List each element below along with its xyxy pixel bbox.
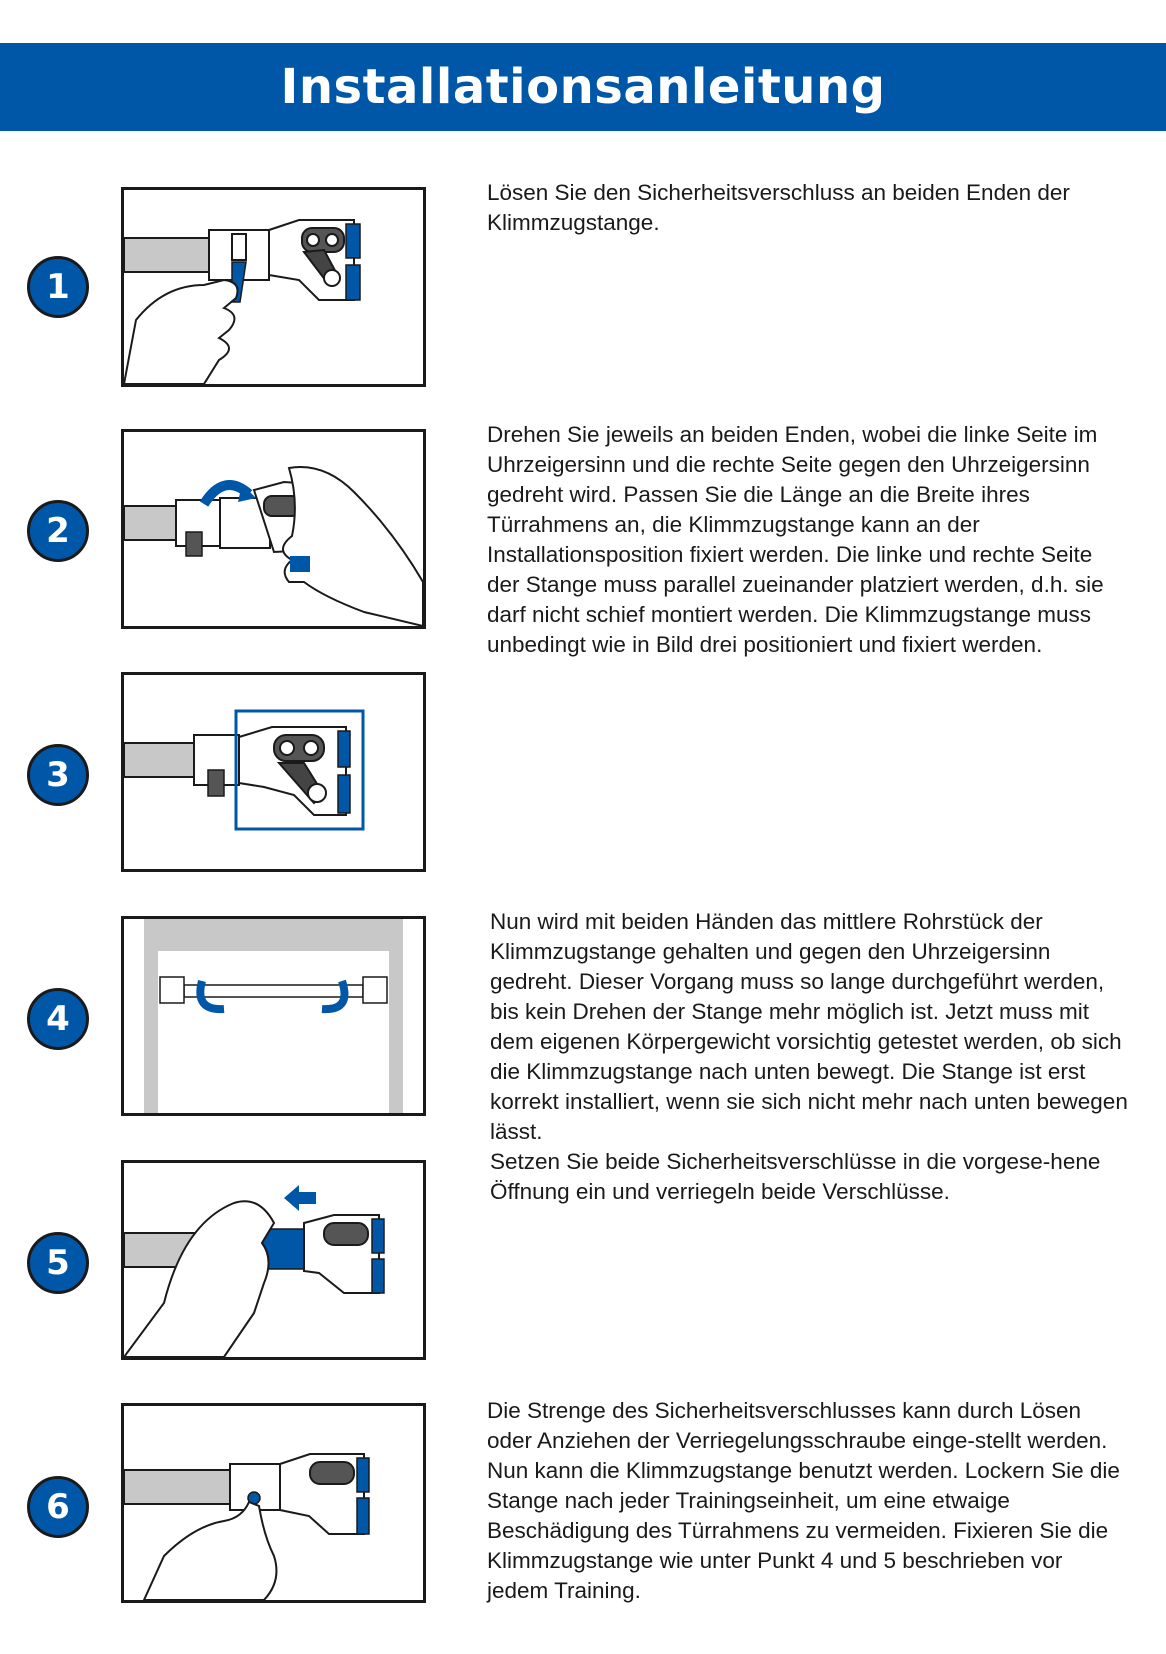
pull-up-bar-illustration bbox=[124, 190, 423, 384]
step-2-illustration bbox=[121, 429, 426, 629]
step-number-2: 2 bbox=[27, 500, 89, 562]
step-number-5: 5 bbox=[27, 1232, 89, 1294]
pull-up-bar-illustration bbox=[124, 675, 423, 869]
step-number-6: 6 bbox=[27, 1476, 89, 1538]
step-2-paragraph: Drehen Sie jeweils an beiden Enden, wobei die linke Seite im Uhrzeigersinn und die rechte Seite gegen den Uhrzeigersinn gedreht wird. Passen Sie die Länge an die Breite ihres Türrahmens an, die Klimmzugstange kann an der Installationsposition fixiert werden. Die linke und rechte Seite der Stange muss parallel zueinander platziert werden, d.h. sie darf nicht schief montiert werden. Die Klimmzugstange muss unbedingt wie in Bild drei positioniert und fixiert werden. bbox=[487, 422, 1104, 657]
door-frame-illustration bbox=[124, 919, 423, 1113]
step-6-paragraph: Die Strenge des Sicherheitsverschlusses kann durch Lösen oder Anziehen der Verriegelungsschraube einge-stellt werden. Nun kann die Klimmzugstange benutzt werden. Lockern Sie die Stange nach jeder Trainingseinheit, um eine etwaige Beschädigung des Türrahmens zu vermeiden. Fixieren Sie die Klimmzugstange wie unter Punkt 4 und 5 beschrieben vor jedem Training. bbox=[487, 1398, 1120, 1603]
step-number-1: 1 bbox=[27, 256, 89, 318]
step-3-illustration bbox=[121, 672, 426, 872]
step-5-paragraph: Setzen Sie beide Sicherheitsverschlüsse in die vorgese-hene Öffnung ein und verriegeln beide Verschlüsse. bbox=[490, 1149, 1101, 1204]
hand-illustration bbox=[144, 1502, 276, 1600]
step-5-illustration bbox=[121, 1160, 426, 1360]
step-6-text bbox=[487, 1396, 1127, 1606]
step-2-3-text bbox=[487, 420, 1127, 660]
step-number-3: 3 bbox=[27, 744, 89, 806]
step-1-illustration bbox=[121, 187, 426, 387]
push-arrow-icon bbox=[284, 1185, 316, 1211]
pull-up-bar-illustration bbox=[124, 1163, 423, 1357]
step-1-text bbox=[487, 178, 1127, 238]
header-banner bbox=[0, 43, 1166, 131]
step-4-paragraph: Nun wird mit beiden Händen das mittlere Rohrstück der Klimmzugstange gehalten und gegen den Uhrzeigersinn gedreht. Dieser Vorgang muss so lange durchgeführt werden, bis kein Drehen der Stange mehr möglich ist. Jetzt muss mit dem eigenen Körpergewicht vorsichtig getestet werden, ob sich die Klimmzugstange nach unten bewegt. Die Stange ist erst korrekt installiert, wenn sie sich nicht mehr nach unten bewegen lässt. bbox=[490, 909, 1128, 1144]
step-1-paragraph: Lösen Sie den Sicherheitsverschluss an beiden Enden der Klimmzugstange. bbox=[487, 180, 1070, 235]
step-4-illustration bbox=[121, 916, 426, 1116]
hand-illustration bbox=[124, 1201, 274, 1357]
page-title: Installationsanleitung bbox=[280, 59, 886, 115]
step-4-5-text bbox=[490, 907, 1130, 1207]
hand-illustration bbox=[283, 467, 423, 626]
step-number-4: 4 bbox=[27, 988, 89, 1050]
pull-up-bar-illustration bbox=[124, 1406, 423, 1600]
pull-up-bar-illustration bbox=[124, 432, 423, 626]
hand-illustration bbox=[124, 280, 238, 384]
step-6-illustration bbox=[121, 1403, 426, 1603]
